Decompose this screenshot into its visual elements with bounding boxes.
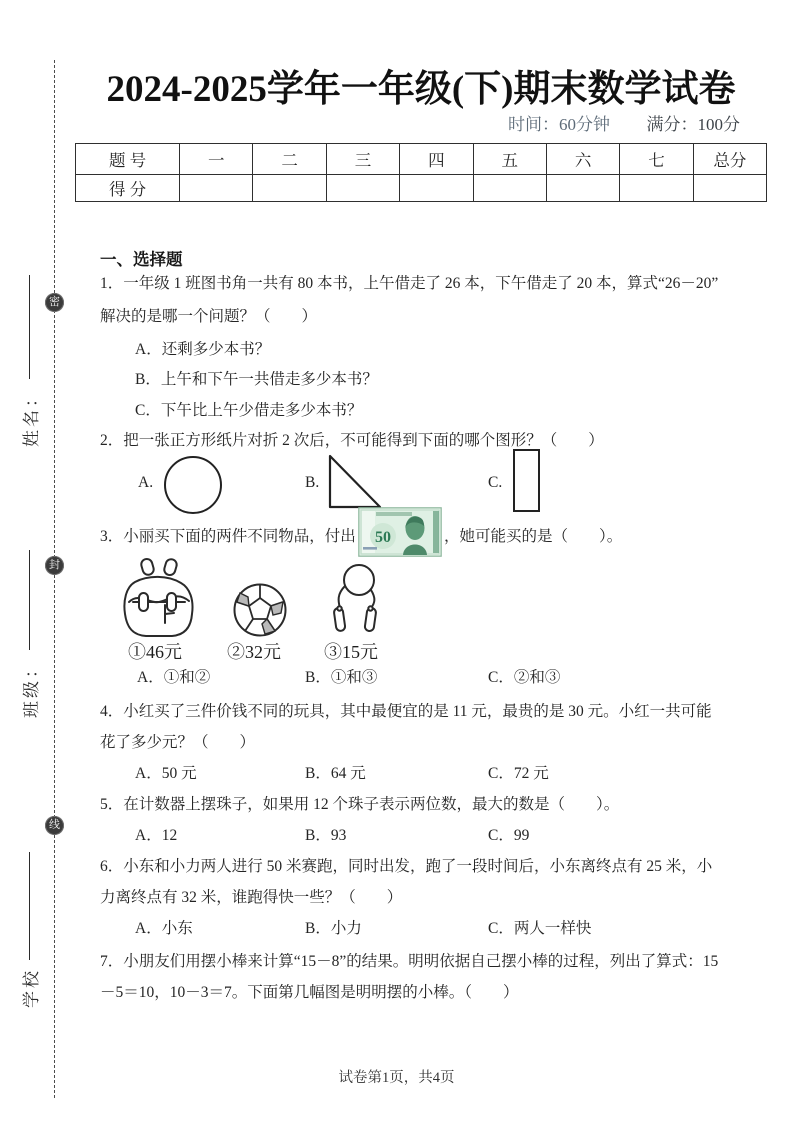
score-table-header-cell: 一 bbox=[180, 144, 253, 175]
score-table-header-cell: 三 bbox=[326, 144, 399, 175]
circle-shape-icon bbox=[164, 456, 222, 514]
score-table-header-cell: 五 bbox=[473, 144, 546, 175]
question-3-text-after: ，她可能买的是（ ）。 bbox=[444, 528, 623, 545]
question-3-option-a: A．①和② bbox=[137, 669, 211, 686]
item-price-ball: ②32元 bbox=[227, 642, 281, 662]
question-1-option-b: B．上午和下午一共借走多少本书？ bbox=[135, 371, 378, 388]
score-table-header-cell: 六 bbox=[546, 144, 619, 175]
question-7-line2: －5＝10，10－3＝7。下面第几幅图是明明摆的小棒。（ ） bbox=[100, 984, 519, 1001]
class-field-label: 班级： bbox=[21, 658, 41, 718]
question-6-option-b: B．小力 bbox=[305, 920, 362, 937]
score-table-header-cell: 总分 bbox=[693, 144, 766, 175]
question-5-option-c: C．99 bbox=[488, 827, 530, 844]
seal-dashed-line bbox=[54, 60, 55, 1098]
school-blank-line bbox=[28, 852, 30, 960]
question-6-line1: 6．小东和小力两人进行 50 米赛跑，同时出发，跑了一段时间后，小东离终点有 25 米，小 bbox=[100, 858, 713, 875]
question-4-option-b: B．64 元 bbox=[305, 765, 366, 782]
section-heading-choice: 一、选择题 bbox=[100, 250, 183, 269]
page-footer: 试卷第1页，共4页 bbox=[338, 1070, 455, 1086]
score-table-empty-cell bbox=[546, 175, 619, 202]
score-table-empty-cell bbox=[400, 175, 473, 202]
banknote-50-icon bbox=[358, 507, 442, 557]
class-blank-line bbox=[28, 550, 30, 650]
question-7-line1: 7．小朋友们用摆小棒来计算“15－8”的结果。明明依据自己摆小棒的过程，列出了算式：15 bbox=[100, 953, 719, 970]
question-1-option-a: A．还剩多少本书？ bbox=[135, 341, 271, 358]
question-5-text: 5．在计数器上摆珠子，如果用 12 个珠子表示两位数，最大的数是（ ）。 bbox=[100, 796, 620, 813]
exam-meta bbox=[75, 110, 740, 135]
score-table-empty-cell bbox=[620, 175, 693, 202]
question-4-line2: 花了多少元？（ ） bbox=[100, 734, 256, 751]
score-table-empty-cell bbox=[180, 175, 253, 202]
question-5-option-a: A．12 bbox=[135, 827, 178, 844]
name-blank-line bbox=[28, 275, 30, 379]
question-1-line2: 解决的是哪一个问题？（ ） bbox=[100, 308, 318, 325]
score-table bbox=[75, 143, 767, 202]
question-2-label-b: B. bbox=[305, 474, 320, 491]
question-2-label-c: C. bbox=[488, 474, 503, 491]
question-3-option-b: B．①和③ bbox=[305, 669, 378, 686]
score-table-empty-cell bbox=[473, 175, 546, 202]
item-price-backpack: ①46元 bbox=[128, 642, 182, 662]
question-6-option-c: C．两人一样快 bbox=[488, 920, 592, 937]
rectangle-shape-icon bbox=[513, 449, 540, 512]
question-3-text-before: 3．小丽买下面的两件不同物品，付出 bbox=[100, 528, 356, 545]
name-field-label: 姓名： bbox=[21, 387, 41, 447]
question-6-option-a: A．小东 bbox=[135, 920, 193, 937]
question-2-text: 2．把一张正方形纸片对折 2 次后，不可能得到下面的哪个图形？（ ） bbox=[100, 432, 604, 449]
triangle-shape-icon bbox=[327, 454, 383, 510]
jump-rope-icon bbox=[325, 561, 383, 639]
question-2-label-a: A. bbox=[138, 474, 154, 491]
question-3-option-c: C．②和③ bbox=[488, 669, 561, 686]
seal-badge-mi: 密 bbox=[45, 293, 64, 312]
score-table-corner-cell: 题 号 bbox=[76, 144, 180, 175]
score-table-empty-cell bbox=[253, 175, 326, 202]
question-5-option-b: B．93 bbox=[305, 827, 347, 844]
question-4-option-c: C．72 元 bbox=[488, 765, 549, 782]
page-title: 2024-2025学年一年级(下)期末数学试卷 bbox=[106, 69, 736, 110]
backpack-icon bbox=[119, 557, 199, 639]
item-price-rope: ③15元 bbox=[324, 642, 378, 662]
score-table-header-cell: 二 bbox=[253, 144, 326, 175]
school-field-label: 学校 bbox=[21, 968, 41, 1008]
question-4-option-a: A．50 元 bbox=[135, 765, 197, 782]
question-1-option-c: C．下午比上午少借走多少本书？ bbox=[135, 402, 363, 419]
banknote-value-text: 50 bbox=[375, 529, 391, 546]
score-table-header-cell: 四 bbox=[400, 144, 473, 175]
soccer-ball-icon bbox=[232, 582, 288, 638]
score-table-header-cell: 七 bbox=[620, 144, 693, 175]
question-1-line1: 1．一年级 1 班图书角一共有 80 本书，上午借走了 26 本，下午借走了 20 本，算式“26－20” bbox=[100, 275, 719, 292]
full-score-label: 满分：100分 bbox=[646, 115, 740, 134]
score-table-empty-cell bbox=[693, 175, 766, 202]
question-4-line1: 4．小红买了三件价钱不同的玩具，其中最便宜的是 11 元，最贵的是 30 元。小红一共可能 bbox=[100, 703, 712, 720]
seal-badge-feng: 封 bbox=[45, 556, 64, 575]
score-row-label: 得 分 bbox=[76, 175, 180, 202]
seal-badge-xian: 线 bbox=[45, 816, 64, 835]
time-limit-label: 时间：60分钟 bbox=[508, 115, 610, 134]
score-table-empty-cell bbox=[326, 175, 399, 202]
question-6-line2: 力离终点有 32 米，谁跑得快一些？（ ） bbox=[100, 889, 403, 906]
